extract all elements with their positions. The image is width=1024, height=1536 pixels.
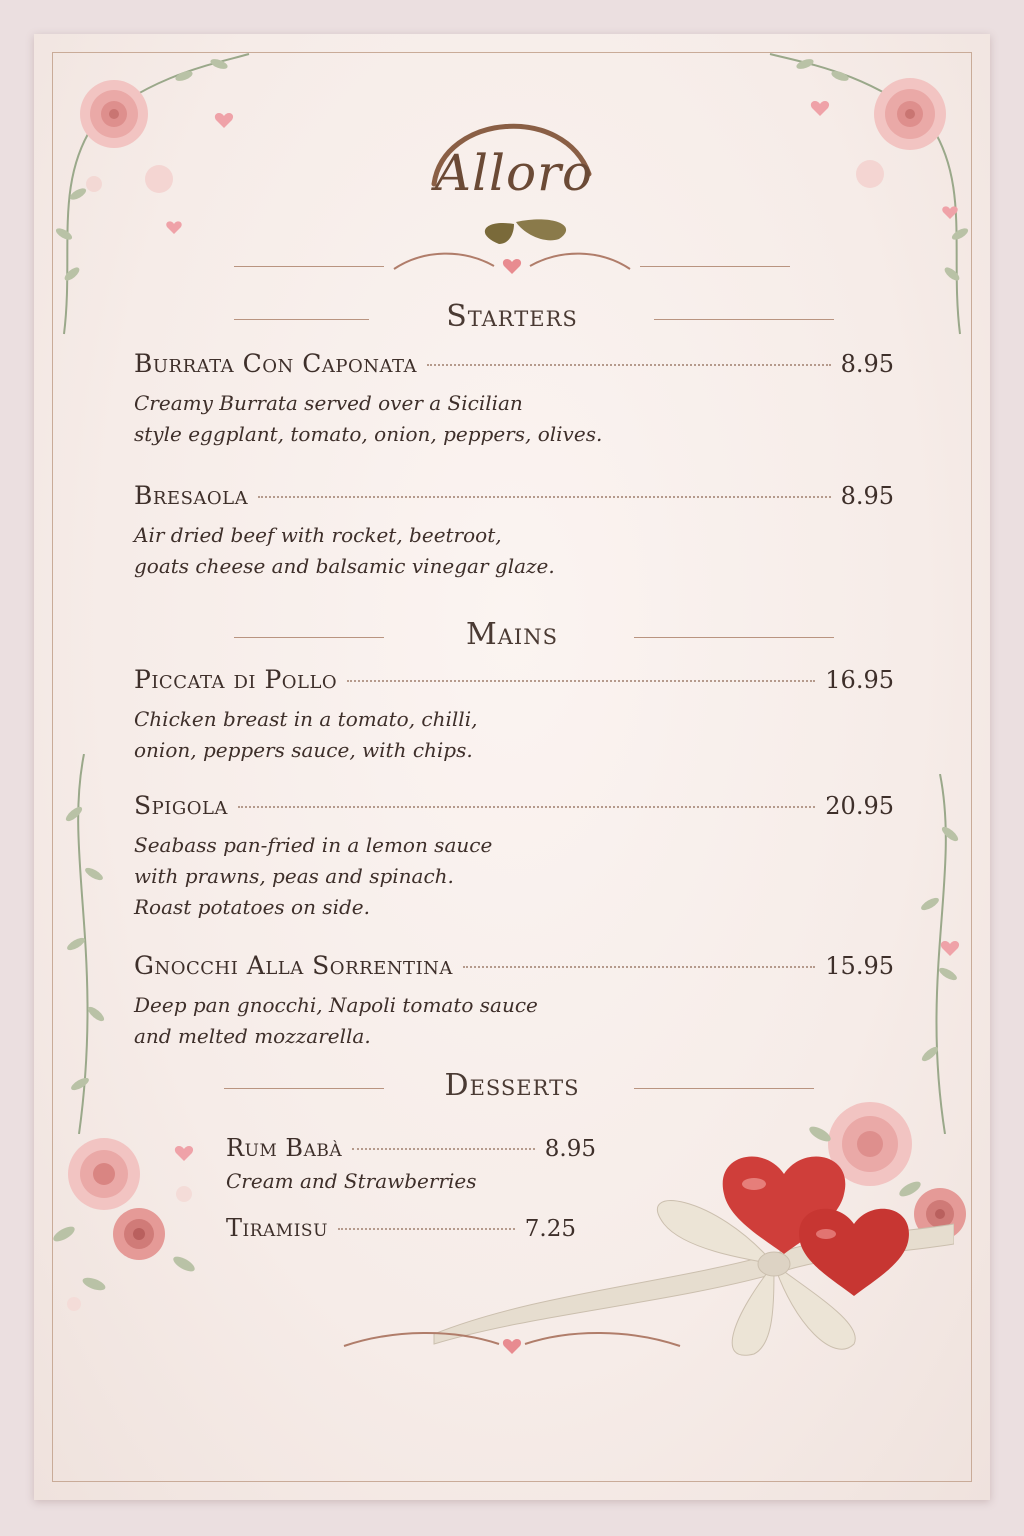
item-description: Air dried beef with rocket, beetroot, goats cheese and balsamic vinegar glaze.	[134, 523, 555, 578]
menu-item	[226, 1134, 596, 1197]
menu-item	[134, 481, 894, 582]
leader-dots	[463, 965, 815, 968]
item-description: Seabass pan-fried in a lemon sauce with prawns, peas and spinach. Roast potatoes on side.	[134, 833, 493, 919]
item-description: Deep pan gnocchi, Napoli tomato sauce and melted mozzarella.	[134, 993, 538, 1048]
item-name: Bresaola	[134, 481, 249, 510]
item-description: Cream and Strawberries	[226, 1169, 477, 1193]
leader-dots	[427, 363, 831, 366]
bottom-flourish-icon	[334, 1324, 690, 1364]
leader-dots	[347, 679, 815, 682]
item-price: 7.25	[524, 1216, 576, 1242]
section-title-starters: Starters	[446, 299, 578, 334]
item-description: Creamy Burrata served over a Sicilian style eggplant, tomato, onion, peppers, olives.	[134, 391, 603, 446]
item-name: Spigola	[134, 791, 228, 820]
item-price: 8.95	[840, 350, 894, 378]
item-price: 15.95	[825, 952, 894, 980]
section-title-desserts: Desserts	[444, 1068, 580, 1103]
section-title-mains: Mains	[466, 617, 558, 652]
leader-dots	[338, 1227, 515, 1230]
menu-card	[34, 34, 990, 1500]
menu-item	[134, 665, 894, 766]
item-price: 20.95	[825, 792, 894, 820]
top-divider-left	[234, 266, 384, 267]
item-name: Piccata di Pollo	[134, 665, 338, 694]
menu-item	[134, 349, 894, 450]
item-name: Burrata Con Caponata	[134, 349, 417, 378]
bottom-left-roses-icon	[34, 1114, 244, 1374]
top-flourish-icon	[384, 244, 640, 284]
item-name: Rum Babà	[226, 1134, 343, 1162]
top-divider-right	[640, 266, 790, 267]
brand-name: Alloro	[434, 144, 594, 202]
leader-dots	[238, 805, 815, 808]
leader-dots	[258, 495, 830, 498]
item-price: 8.95	[544, 1136, 596, 1162]
menu-item	[226, 1214, 576, 1242]
item-description: Chicken breast in a tomato, chilli, onion, peppers sauce, with chips.	[134, 707, 478, 762]
item-price: 8.95	[840, 482, 894, 510]
item-name: Gnocchi Alla Sorrentina	[134, 951, 453, 980]
leader-dots	[352, 1147, 535, 1150]
item-price: 16.95	[825, 666, 894, 694]
item-name: Tiramisu	[226, 1214, 328, 1242]
menu-item	[134, 791, 894, 923]
menu-item	[134, 951, 894, 1052]
